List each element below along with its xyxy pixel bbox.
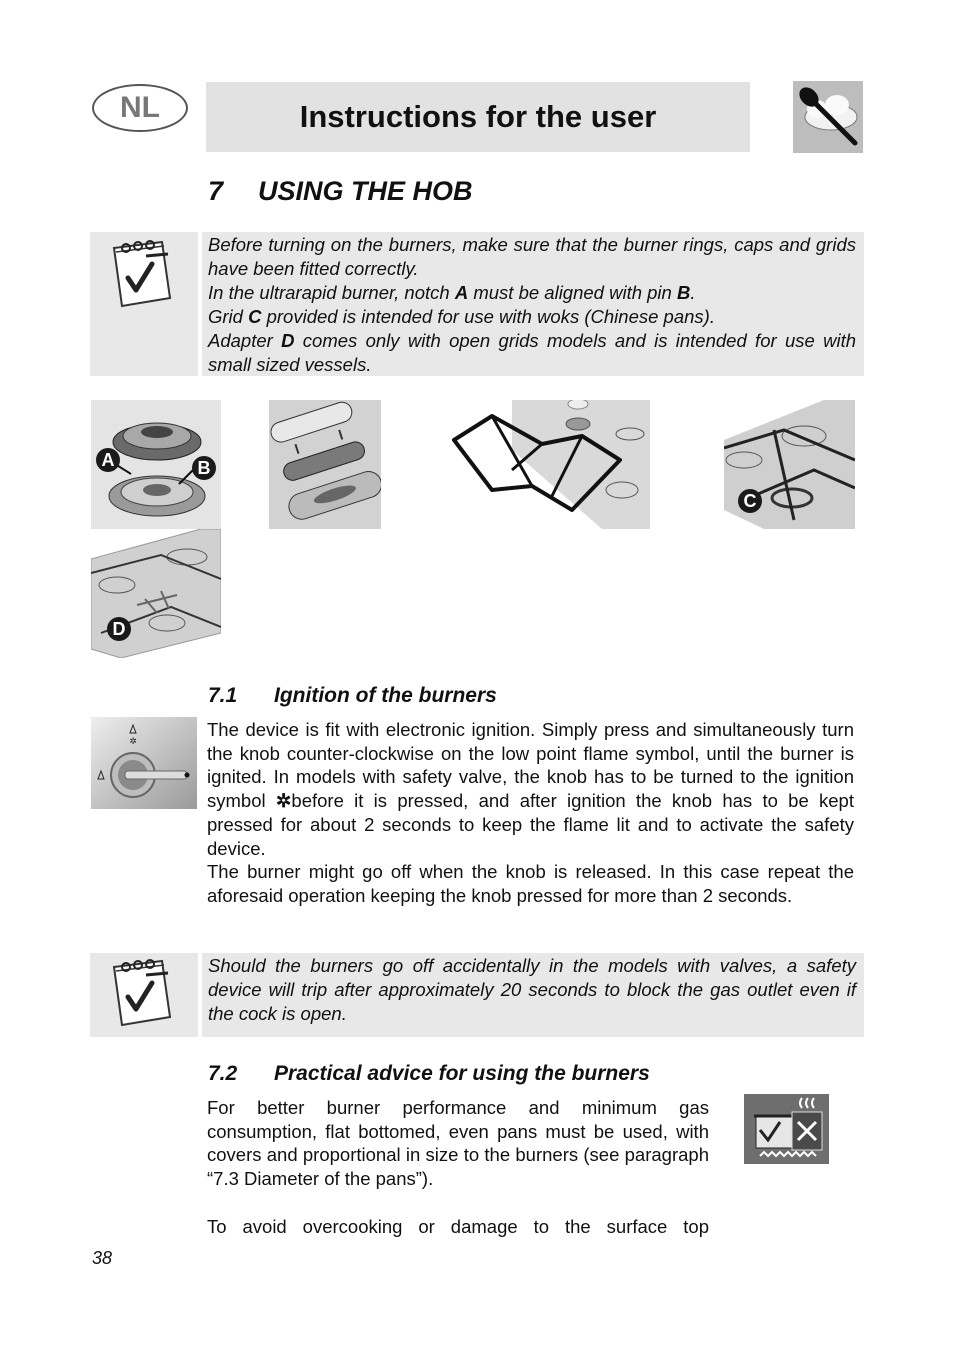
note-line: Grid C provided is intended for use with woks (Chinese pans). (208, 306, 715, 327)
note-icon-panel-2 (90, 953, 198, 1037)
advice-paragraph-1: For better burner performance and minimum gas consumption, flat bottomed, even pans must be used, with covers and proportional in size to the burners (see paragraph “7.3 Diameter of the pans”). (207, 1097, 709, 1190)
subsection-title-text: Practical advice for using the burners (274, 1062, 650, 1085)
ignition-text (207, 718, 854, 908)
chef-spoon-icon (793, 81, 863, 153)
knob-icon (91, 717, 197, 809)
figure-label-a: A (96, 448, 120, 472)
ignition-paragraph-1: The device is fit with electronic ignition. Simply press and simultaneously turn the knob counter-clockwise on the low point flame symbol, until the burner is ignited. In models with safety valve, the knob has to be turned to the ignition symbol ✲before it is pressed, and after ignition the knob has to be kept pressed for about 2 seconds to keep the flame lit and to activate the safety device. (207, 719, 854, 859)
subsection-number: 7.1 (208, 684, 238, 707)
notepad-check-icon (106, 238, 178, 314)
page-number: 38 (92, 1248, 113, 1268)
language-badge: NL (92, 84, 188, 132)
note-line: Adapter D comes only with open grids models and is intended for use with small sized vessels. (208, 330, 856, 375)
note-text-2: Should the burners go off accidentally in the models with valves, a safety device will trip after approximately 20 seconds to block the gas outlet even if the cock is open. (208, 955, 856, 1024)
ignition-symbol-icon: ✲ (275, 790, 292, 812)
advice-paragraph-2: To avoid overcooking or damage to the surface top (207, 1215, 709, 1237)
header-bar (206, 82, 750, 152)
note-icon-panel (90, 232, 198, 376)
subsection-title-7-1 (208, 684, 497, 708)
note-line: In the ultrarapid burner, notch A must be aligned with pin B. (208, 282, 696, 303)
note-box-1 (202, 232, 864, 376)
subsection-title-text: Ignition of the burners (274, 684, 497, 707)
grid-figure (452, 400, 650, 529)
figure-label-c: C (738, 489, 762, 513)
note-text-1 (208, 233, 856, 377)
section-title-text: USING THE HOB (258, 176, 473, 206)
note-box-2 (202, 953, 864, 1037)
page-title: Instructions for the user (299, 99, 657, 134)
oval-burner-figure (269, 400, 381, 529)
ignition-paragraph-2: The burner might go off when the knob is released. In this case repeat the aforesaid operation keeping the knob pressed for more than 2 seconds. (207, 861, 854, 906)
section-number: 7 (208, 176, 224, 206)
svg-text:✲: ✲ (129, 737, 137, 747)
section-title (208, 176, 473, 207)
burner-ring-figure (91, 400, 221, 529)
notepad-check-icon (106, 957, 178, 1033)
practical-advice-text (207, 1096, 709, 1238)
subsection-number: 7.2 (208, 1062, 238, 1085)
note-line: Before turning on the burners, make sure that the burner rings, caps and grids have been fitted correctly. (208, 234, 856, 279)
figure-label-d: D (107, 617, 131, 641)
adapter-figure (91, 529, 221, 658)
subsection-title-7-2 (208, 1062, 650, 1086)
pan-check-cross-icon (744, 1094, 829, 1164)
wok-grid-figure (724, 400, 855, 529)
figure-label-b: B (192, 456, 216, 480)
